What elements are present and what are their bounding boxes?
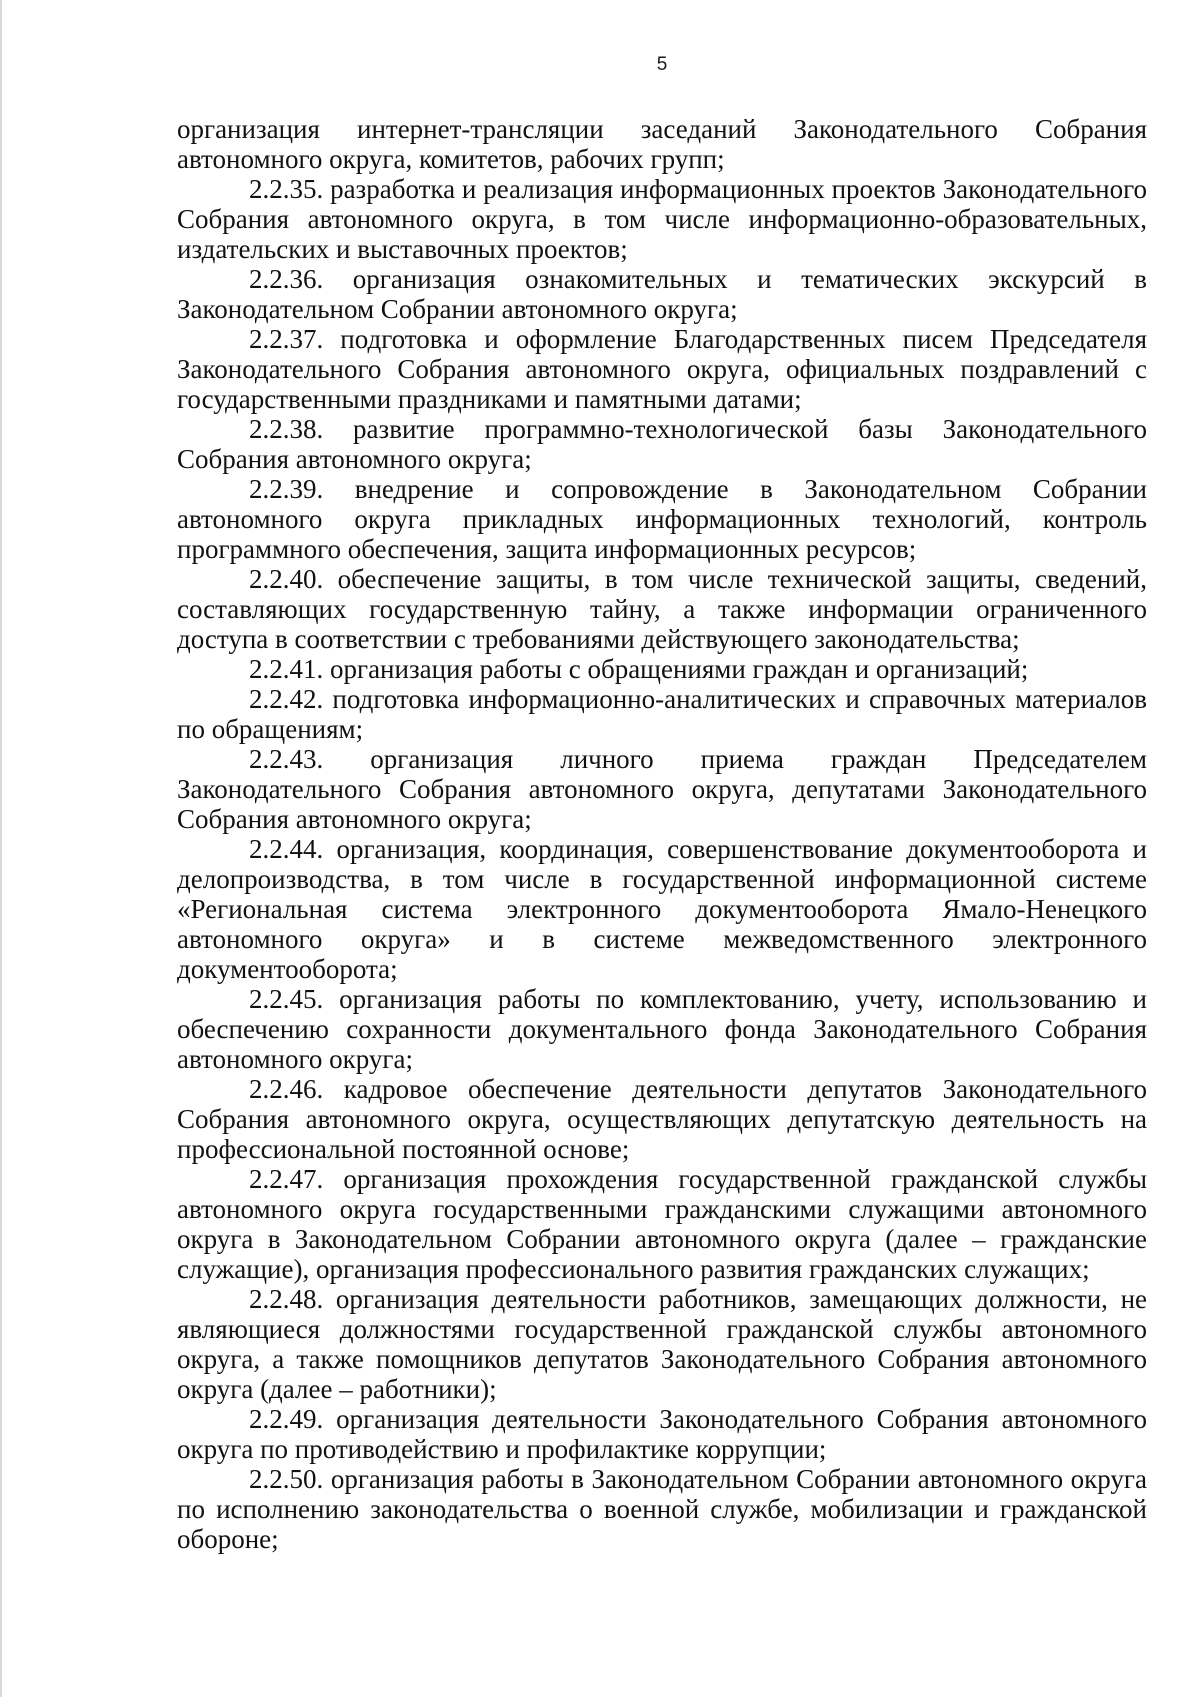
paragraph-2-2-46: 2.2.46. кадровое обеспечение деятельности депутатов Законодательного Собрания автономного округа, осуществляющих депутатскую деятельность на профессиональной постоянной основе; <box>177 1074 1147 1164</box>
paragraph-2-2-38: 2.2.38. развитие программно-технологической базы Законодательного Собрания автономного округа; <box>177 414 1147 474</box>
paragraph-2-2-49: 2.2.49. организация деятельности Законодательного Собрания автономного округа по противодействию и профилактике коррупции; <box>177 1404 1147 1464</box>
paragraph-2-2-42: 2.2.42. подготовка информационно-аналитических и справочных материалов по обращениям; <box>177 684 1147 744</box>
paragraph-continuation: организация интернет-трансляции заседаний Законодательного Собрания автономного округа, комитетов, рабочих групп; <box>177 114 1147 174</box>
paragraph-2-2-48: 2.2.48. организация деятельности работников, замещающих должности, не являющиеся должностями государственной гражданской службы автономного округа, а также помощников депутатов Законодательного Собрания автономного округа (далее – работники); <box>177 1284 1147 1404</box>
paragraph-2-2-40: 2.2.40. обеспечение защиты, в том числе технической защиты, сведений, составляющих государственную тайну, а также информации ограниченного доступа в соответствии с требованиями действующего законодательства; <box>177 564 1147 654</box>
paragraph-2-2-35: 2.2.35. разработка и реализация информационных проектов Законодательного Собрания автономного округа, в том числе информационно-образовательных, издательских и выставочных проектов; <box>177 174 1147 264</box>
paragraph-2-2-44: 2.2.44. организация, координация, совершенствование документооборота и делопроизводства, в том числе в государственной информационной системе «Региональная система электронного документооборота Ямало-Ненецкого автономного округа» и в системе межведомственного электронного документооборота; <box>177 834 1147 984</box>
page-number: 5 <box>656 54 668 75</box>
paragraph-2-2-36: 2.2.36. организация ознакомительных и тематических экскурсий в Законодательном Собрании автономного округа; <box>177 264 1147 324</box>
paragraph-2-2-45: 2.2.45. организация работы по комплектованию, учету, использованию и обеспечению сохранности документального фонда Законодательного Собрания автономного округа; <box>177 984 1147 1074</box>
paragraph-2-2-37: 2.2.37. подготовка и оформление Благодарственных писем Председателя Законодательного Собрания автономного округа, официальных поздравлений с государственными праздниками и памятными датами; <box>177 324 1147 414</box>
paragraph-2-2-41: 2.2.41. организация работы с обращениями граждан и организаций; <box>249 654 1029 684</box>
paragraph-2-2-43: 2.2.43. организация личного приема граждан Председателем Законодательного Собрания автономного округа, депутатами Законодательного Собрания автономного округа; <box>177 744 1147 834</box>
paragraph-2-2-39: 2.2.39. внедрение и сопровождение в Законодательном Собрании автономного округа прикладных информационных технологий, контроль программного обеспечения, защита информационных ресурсов; <box>177 474 1147 564</box>
paragraph-2-2-50: 2.2.50. организация работы в Законодательном Собрании автономного округа по исполнению законодательства о военной службе, мобилизации и гражданской обороне; <box>177 1464 1147 1554</box>
document-body <box>177 114 1147 1554</box>
paragraph-2-2-47: 2.2.47. организация прохождения государственной гражданской службы автономного округа государственными гражданскими служащими автономного округа в Законодательном Собрании автономного округа (далее – гражданские служащие), организация профессионального развития гражданских служащих; <box>177 1164 1147 1284</box>
